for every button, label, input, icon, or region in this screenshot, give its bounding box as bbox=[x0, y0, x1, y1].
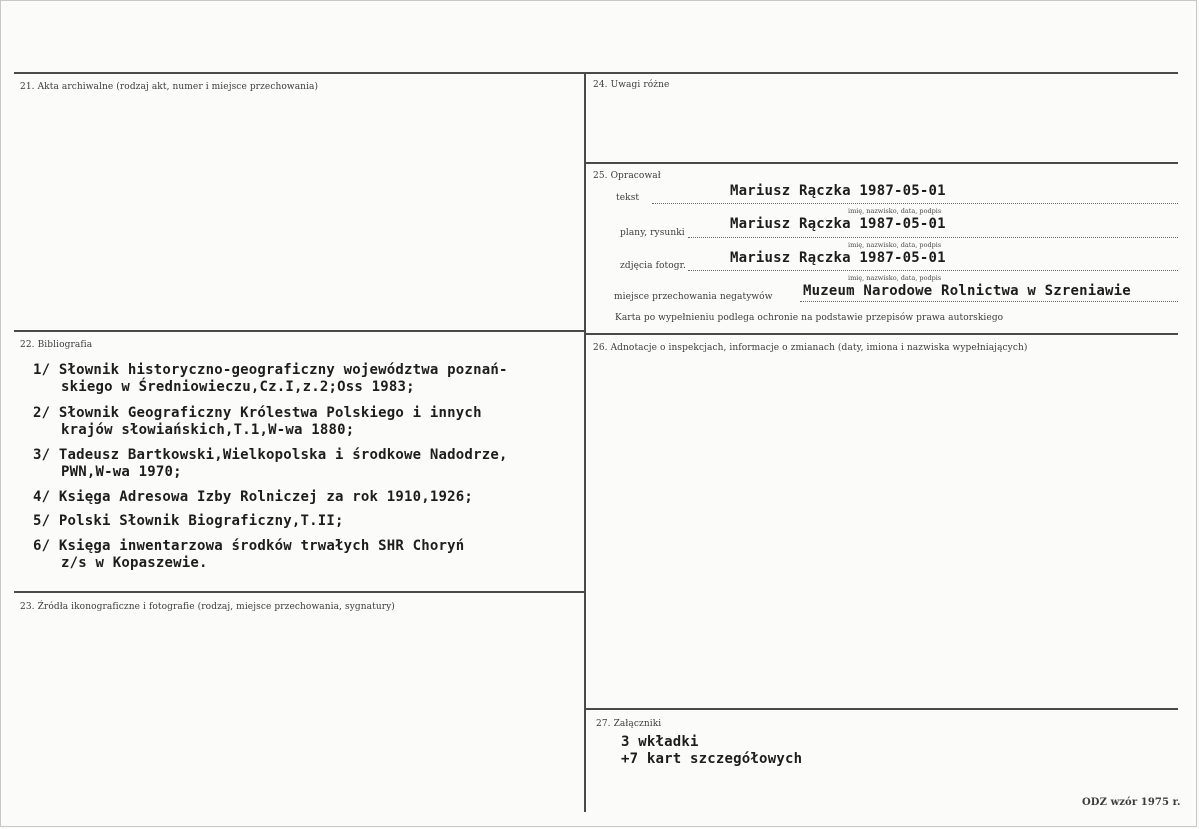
photos-caption: imię, nazwisko, data, podpis bbox=[848, 274, 942, 282]
bibliography-entry bbox=[33, 513, 586, 530]
attachments-line-1: 3 wkładki bbox=[621, 734, 699, 750]
bibliography-entry bbox=[33, 447, 586, 481]
text-label: tekst bbox=[616, 193, 640, 203]
form-version-footer: ODZ wzór 1975 r. bbox=[1082, 797, 1181, 808]
section-26-label: 26. Adnotacje o inspekcjach, informacje o zmianach (daty, imiona i nazwiska wypełniających) bbox=[593, 343, 1028, 353]
bibliography-entry-line: 4/ Księga Adresowa Izby Rolniczej za rok 1910,1926; bbox=[33, 489, 474, 505]
section-27-label: 27. Załączniki bbox=[596, 719, 662, 729]
rule-22-23 bbox=[14, 591, 584, 593]
section-23-label: 23. Źródła ikonograficzne i fotografie (rodzaj, miejsce przechowania, sygnatury) bbox=[20, 602, 395, 612]
attachments-line-2: +7 kart szczegółowych bbox=[621, 751, 803, 767]
photos-label: zdjęcia fotogr. bbox=[620, 261, 686, 271]
section-21-label: 21. Akta archiwalne (rodzaj akt, numer i miejsce przechowania) bbox=[20, 82, 319, 92]
center-divider bbox=[584, 72, 586, 812]
plans-caption: imię, nazwisko, data, podpis bbox=[848, 241, 942, 249]
plans-label: plany, rysunki bbox=[620, 228, 685, 238]
rule-25-26 bbox=[586, 333, 1178, 335]
section-24-label: 24. Uwagi różne bbox=[593, 80, 670, 90]
section-25-label: 25. Opracował bbox=[593, 171, 661, 181]
bibliography-entry-line: skiego w Średniowieczu,Cz.I,z.2;Oss 1983; bbox=[61, 379, 415, 395]
rule-24-25 bbox=[586, 162, 1178, 164]
photos-author-value: Mariusz Rączka 1987-05-01 bbox=[730, 250, 946, 266]
negatives-location-value: Muzeum Narodowe Rolnictwa w Szreniawie bbox=[803, 283, 1131, 299]
text-field-line bbox=[652, 203, 1178, 204]
plans-author-value: Mariusz Rączka 1987-05-01 bbox=[730, 216, 946, 232]
bibliography-entry-line: PWN,W-wa 1970; bbox=[61, 464, 182, 480]
plans-field-line bbox=[688, 237, 1178, 238]
text-author-value: Mariusz Rączka 1987-05-01 bbox=[730, 183, 946, 199]
negatives-field-line bbox=[800, 301, 1178, 302]
top-rule bbox=[14, 72, 1178, 74]
rule-26-27 bbox=[586, 708, 1178, 710]
copyright-note: Karta po wypełnieniu podlega ochronie na podstawie przepisów prawa autorskiego bbox=[615, 313, 1004, 323]
bibliography-entry bbox=[33, 405, 586, 439]
bibliography-entry-line: 1/ Słownik historyczno-geograficzny województwa poznań- bbox=[33, 362, 508, 378]
section-22-label: 22. Bibliografia bbox=[20, 340, 93, 350]
bibliography-entry bbox=[33, 538, 586, 572]
bibliography-entry-line: krajów słowiańskich,T.1,W-wa 1880; bbox=[61, 422, 355, 438]
bibliography-entry-line: z/s w Kopaszewie. bbox=[61, 555, 208, 571]
bibliography-entry-line: 5/ Polski Słownik Biograficzny,T.II; bbox=[33, 513, 344, 529]
bibliography-entry bbox=[33, 362, 586, 396]
photos-field-line bbox=[688, 270, 1178, 271]
bibliography-entry bbox=[33, 489, 586, 506]
bibliography-entry-line: 2/ Słownik Geograficzny Królestwa Polskiego i innych bbox=[33, 405, 482, 421]
negatives-label: miejsce przechowania negatywów bbox=[614, 292, 773, 302]
text-caption: imię, nazwisko, data, podpis bbox=[848, 207, 942, 215]
bibliography-entry-line: 6/ Księga inwentarzowa środków trwałych SHR Choryń bbox=[33, 538, 465, 554]
bibliography-entry-line: 3/ Tadeusz Bartkowski,Wielkopolska i środkowe Nadodrze, bbox=[33, 447, 508, 463]
rule-21-22 bbox=[14, 330, 584, 332]
